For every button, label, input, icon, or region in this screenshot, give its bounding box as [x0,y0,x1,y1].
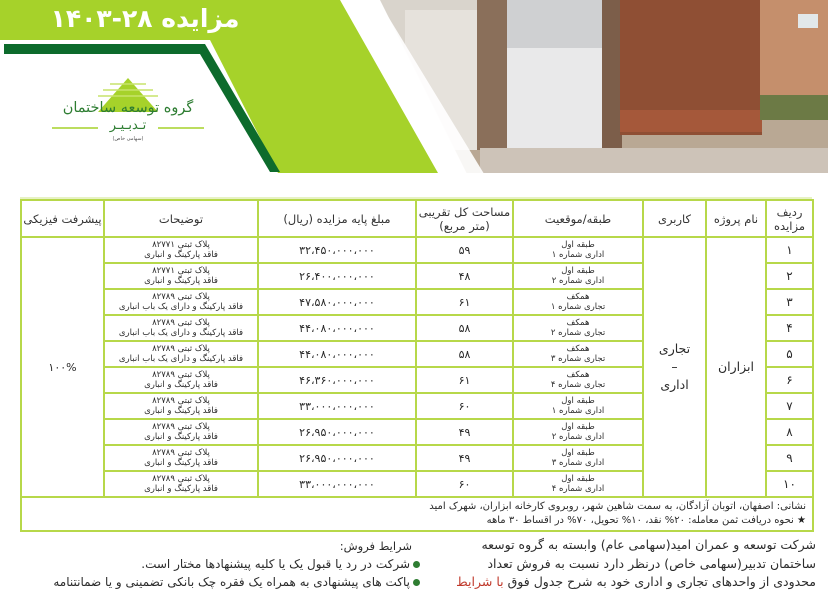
auction-title: مزایده ۲۸-۱۴۰۳ [50,4,240,33]
row-number: ۱۰ [766,471,813,497]
bullet-icon [413,579,420,586]
header-progress: پیشرفت فیزیکی [21,200,104,237]
usage-line-1: تجاری [658,341,691,356]
header-description: توضیحات [104,200,258,237]
price-cell: ۳۳،۰۰۰،۰۰۰،۰۰۰ [258,393,416,419]
table-footer-row [21,497,813,531]
price-cell: ۴۴،۰۸۰،۰۰۰،۰۰۰ [258,315,416,341]
logo-name-line2: تـدبـیـر [109,118,147,133]
registration-plate: پلاک ثبتی ۸۲۷۸۹ [152,474,210,484]
sale-conditions [10,537,420,591]
header-banner [0,0,828,200]
auction-table [20,199,814,532]
area-cell: ۵۸ [416,341,513,367]
floor-cell [513,341,643,367]
parking-storage-note: فاقد پارکینگ و انباری [144,380,218,390]
description-cell [104,471,258,497]
floor-level: طبقه اول [561,240,595,250]
project-name: ابزاران [706,237,766,497]
floor-level: همکف [566,292,590,302]
parking-storage-note: فاقد پارکینگ و انباری [144,276,218,286]
parking-storage-note: فاقد پارکینگ و انباری [144,484,218,494]
floor-level: همکف [566,318,590,328]
description-cell [104,393,258,419]
floor-level: طبقه اول [561,396,595,406]
row-number: ۴ [766,315,813,341]
area-cell: ۶۱ [416,289,513,315]
floor-cell [513,315,643,341]
unit-label: تجاری شماره ۲ [550,328,606,338]
condition-item [10,573,420,591]
floor-level: طبقه اول [561,448,595,458]
registration-plate: پلاک ثبتی ۸۲۷۸۹ [152,396,210,406]
area-cell: ۴۹ [416,419,513,445]
parking-storage-note: فاقد پارکینگ و دارای یک باب انباری [118,302,244,312]
floor-cell [513,419,643,445]
payment-text: نحوه دریافت ثمن معامله: ۲۰% نقد، ۱۰% تحویل، ۷۰% در اقساط ۳۰ ماهه [486,515,794,526]
header-project: نام پروژه [706,200,766,237]
description-cell [104,315,258,341]
floor-level: طبقه اول [561,422,595,432]
registration-plate: پلاک ثبتی ۸۲۷۸۹ [152,318,210,328]
unit-label: اداری شماره ۲ [551,276,605,286]
price-cell: ۴۶،۳۶۰،۰۰۰،۰۰۰ [258,367,416,393]
header-area: مساحت کل تقریبی (متر مربع) [416,200,513,237]
condition-text: شرکت در رد یا قبول یک یا کلیه پیشنهادها مختار است. [141,557,410,571]
description-cell [104,367,258,393]
unit-label: تجاری شماره ۱ [550,302,606,312]
floor-cell [513,445,643,471]
row-number: ۵ [766,341,813,367]
intro-highlight: با شرایط [456,574,504,589]
floor-level: همکف [566,344,590,354]
row-number: ۶ [766,367,813,393]
price-cell: ۲۶،۴۰۰،۰۰۰،۰۰۰ [258,263,416,289]
logo-name-line1: گروه توسعه ساختمان [62,100,194,116]
physical-progress: ۱۰۰% [21,237,104,497]
description-cell [104,263,258,289]
floor-cell [513,367,643,393]
floor-cell [513,263,643,289]
unit-label: اداری شماره ۴ [551,484,605,494]
usage-dash: – [671,359,678,374]
parking-storage-note: فاقد پارکینگ و دارای یک باب انباری [118,328,244,338]
floor-level: همکف [566,370,590,380]
price-cell: ۳۲،۴۵۰،۰۰۰،۰۰۰ [258,237,416,263]
registration-plate: پلاک ثبتی ۸۲۷۷۱ [152,240,210,250]
unit-label: اداری شماره ۱ [551,406,605,416]
usage-line-2: اداری [660,377,689,392]
row-number: ۷ [766,393,813,419]
intro-line-3-text: محدودی از واحدهای تجاری و اداری خود به شرح جدول فوق [507,574,816,589]
intro-line-1: شرکت توسعه و عمران امید(سهامی عام) وابسته به گروه توسعه [481,537,816,552]
usage-cell [643,237,706,497]
description-cell [104,237,258,263]
company-logo [48,78,208,150]
header-row-no: ردیف مزایده [766,200,813,237]
description-cell [104,289,258,315]
table-row [21,237,813,263]
parking-storage-note: فاقد پارکینگ و انباری [144,432,218,442]
header-usage: کاربری [643,200,706,237]
floor-cell [513,471,643,497]
unit-label: اداری شماره ۱ [551,250,605,260]
price-cell: ۳۳،۰۰۰،۰۰۰،۰۰۰ [258,471,416,497]
unit-label: اداری شماره ۳ [551,458,605,468]
registration-plate: پلاک ثبتی ۸۲۷۸۹ [152,422,210,432]
parking-storage-note: فاقد پارکینگ و انباری [144,406,218,416]
registration-plate: پلاک ثبتی ۸۲۷۸۹ [152,292,210,302]
floor-cell [513,393,643,419]
logo-subtitle: (سهامی خاص) [112,136,144,142]
row-number: ۲ [766,263,813,289]
area-cell: ۶۰ [416,393,513,419]
table-header-row [21,200,813,237]
unit-label: اداری شماره ۲ [551,432,605,442]
header-floor: طبقه/موقعیت [513,200,643,237]
price-cell: ۴۷،۵۸۰،۰۰۰،۰۰۰ [258,289,416,315]
floor-cell [513,237,643,263]
row-number: ۹ [766,445,813,471]
price-cell: ۴۴،۰۸۰،۰۰۰،۰۰۰ [258,341,416,367]
star-icon: ★ [797,515,806,526]
registration-plate: پلاک ثبتی ۸۲۷۸۹ [152,344,210,354]
description-cell [104,341,258,367]
intro-line-3 [411,573,816,592]
price-cell: ۲۶،۹۵۰،۰۰۰،۰۰۰ [258,445,416,471]
condition-text: پاکت های پیشنهادی به همراه یک فقره چک بانکی تضمینی و یا ضمانتنامه [53,575,410,589]
row-number: ۱ [766,237,813,263]
description-cell [104,419,258,445]
description-cell [104,445,258,471]
registration-plate: پلاک ثبتی ۸۲۷۸۹ [152,448,210,458]
unit-label: تجاری شماره ۳ [550,354,606,364]
registration-plate: پلاک ثبتی ۸۲۷۷۱ [152,266,210,276]
parking-storage-note: فاقد پارکینگ و دارای یک باب انباری [118,354,244,364]
unit-label: تجاری شماره ۴ [550,380,606,390]
floor-cell [513,289,643,315]
row-number: ۸ [766,419,813,445]
area-cell: ۴۸ [416,263,513,289]
parking-storage-note: فاقد پارکینگ و انباری [144,458,218,468]
price-cell: ۲۶،۹۵۰،۰۰۰،۰۰۰ [258,419,416,445]
area-cell: ۶۱ [416,367,513,393]
row-number: ۳ [766,289,813,315]
area-cell: ۴۹ [416,445,513,471]
intro-line-2: ساختمان تدبیر(سهامی خاص) درنظر دارد نسبت به فروش تعداد [487,555,816,571]
floor-level: طبقه اول [561,266,595,276]
intro-paragraph [411,536,816,592]
area-cell: ۵۸ [416,315,513,341]
registration-plate: پلاک ثبتی ۸۲۷۸۹ [152,370,210,380]
floor-level: طبقه اول [561,474,595,484]
address-text: نشانی: اصفهان، اتوبان آزادگان، به سمت شاهین شهر، روبروی کارخانه ابزاران، شهرک امید [429,501,806,512]
footer-cell [21,497,813,531]
bullet-icon [413,561,420,568]
area-cell: ۵۹ [416,237,513,263]
payment-terms [28,514,806,528]
header-price: مبلغ پایه مزایده (ریال) [258,200,416,237]
parking-storage-note: فاقد پارکینگ و انباری [144,250,218,260]
condition-item [10,555,420,573]
area-cell: ۶۰ [416,471,513,497]
conditions-title: شرایط فروش: [339,539,412,553]
